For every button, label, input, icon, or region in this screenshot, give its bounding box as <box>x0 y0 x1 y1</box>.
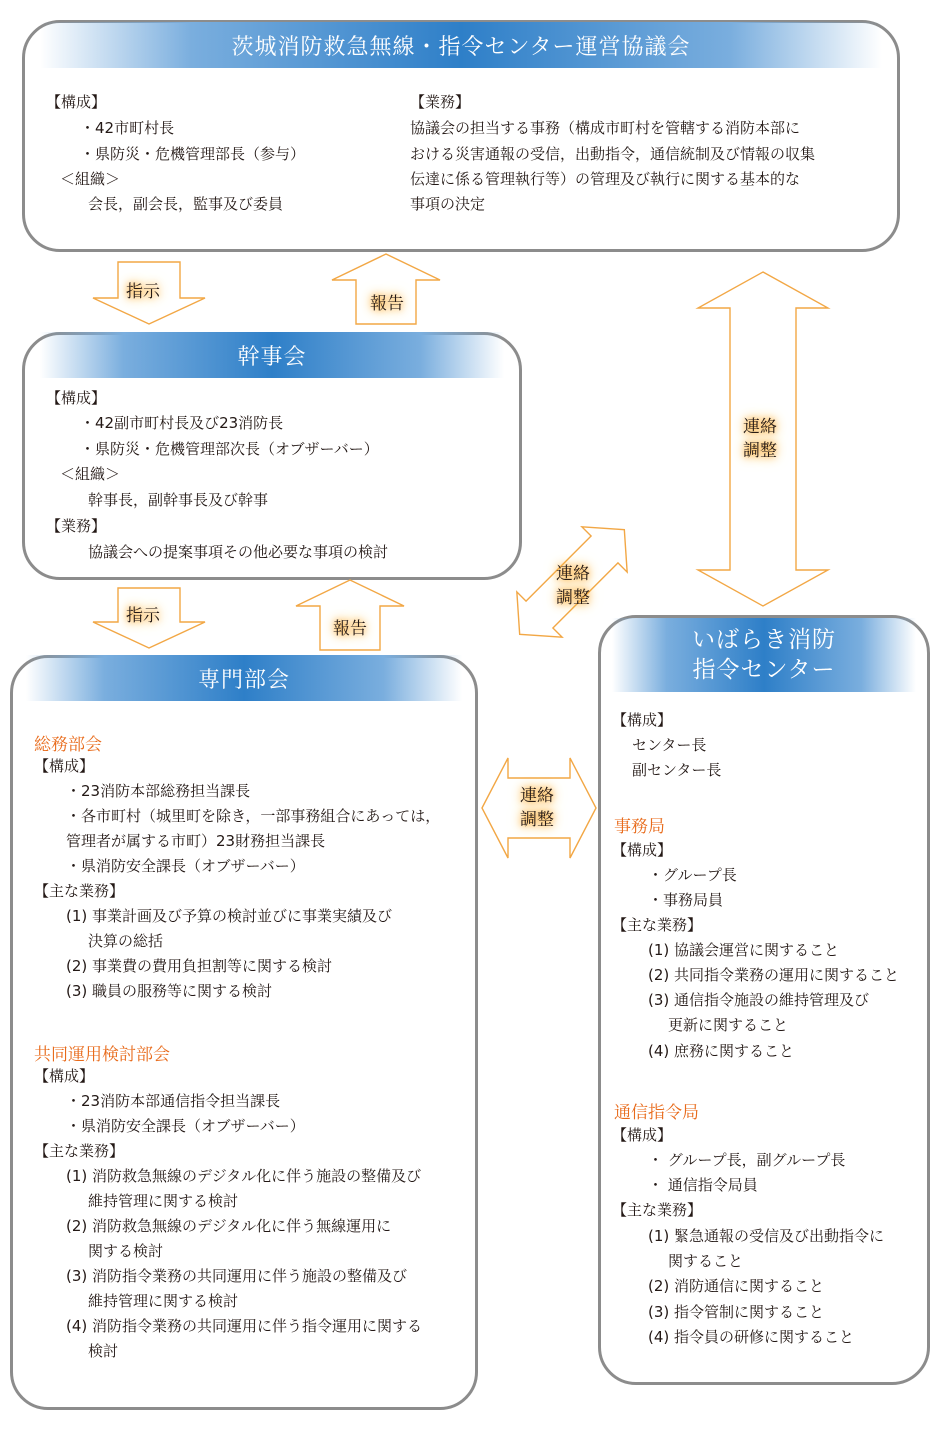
executive-line: ・県防災・危機管理部次長（オブザーバー） <box>80 440 379 458</box>
dispatch-line: 【構成】 <box>612 1126 673 1144</box>
center-line: 【構成】 <box>612 711 673 729</box>
executive-line: ＜組織＞ <box>60 465 121 483</box>
joint-line: (3) 消防指令業務の共同運用に伴う施設の整備及び <box>66 1267 408 1285</box>
joint-line: ・県消防安全課長（オブザーバー） <box>66 1117 305 1135</box>
general-line: 【構成】 <box>34 757 95 775</box>
joint-line: 関する検討 <box>88 1242 164 1260</box>
council-duties-line: 伝達に係る管理執行等）の管理及び執行に関する基本的な <box>410 170 801 188</box>
instruct-label-1: 指示 <box>126 282 160 302</box>
report-label-1: 報告 <box>370 294 404 314</box>
general-line: (1) 事業計画及び予算の検討並びに事業実績及び <box>66 907 393 925</box>
joint-line: 【構成】 <box>34 1067 95 1085</box>
secretariat-line: 【構成】 <box>612 841 673 859</box>
dispatch-line: 【主な業務】 <box>612 1201 703 1219</box>
dispatch-line: 関すること <box>668 1252 744 1270</box>
executive-line: 協議会への提案事項その他必要な事項の検討 <box>88 543 389 561</box>
coordination-label-line2: 調整 <box>556 588 590 608</box>
council-composition-heading: 【構成】 <box>46 93 107 111</box>
council-org-text: 会長，副会長，監事及び委員 <box>88 195 284 213</box>
secretariat-line: 更新に関すること <box>668 1016 789 1034</box>
council-duties-heading: 【業務】 <box>410 93 471 111</box>
secretariat-line: ・事務局員 <box>648 891 724 909</box>
secretariat-title: 事務局 <box>614 817 665 837</box>
instruct-label-2: 指示 <box>126 606 160 626</box>
joint-line: ・23消防本部通信指令担当課長 <box>66 1092 281 1110</box>
executive-line: 幹事長，副幹事長及び幹事 <box>88 491 269 509</box>
dispatch-line: ・ グループ長，副グループ長 <box>648 1151 846 1169</box>
coordination-label-line1: 連絡 <box>520 786 554 806</box>
expert-title: 専門部会 <box>26 655 462 701</box>
center-title-line1: いばらき消防 <box>692 627 836 653</box>
general-line: ・県消防安全課長（オブザーバー） <box>66 857 305 875</box>
council-title: 茨城消防救急無線・指令センター運営協議会 <box>40 22 882 68</box>
dispatch-line: (2) 消防通信に関すること <box>648 1277 825 1295</box>
council-org-heading: ＜組織＞ <box>60 170 121 188</box>
general-line: (3) 職員の服務等に関する検討 <box>66 982 273 1000</box>
secretariat-line: (2) 共同指令業務の運用に関すること <box>648 966 900 984</box>
general-line: (2) 事業費の費用負担割等に関する検討 <box>66 957 333 975</box>
joint-operation-subcommittee-title: 共同運用検討部会 <box>34 1045 170 1065</box>
joint-line: 維持管理に関する検討 <box>88 1292 239 1310</box>
general-line: 決算の総括 <box>88 932 164 950</box>
dispatch-line: (1) 緊急通報の受信及び出動指令に <box>648 1227 885 1245</box>
council-duties-line: おける災害通報の受信，出動指令，通信統制及び情報の収集 <box>410 145 816 163</box>
general-line: 管理者が属する市町）23財務担当課長 <box>66 832 326 850</box>
center-title-line2: 指令センター <box>692 657 836 683</box>
dispatch-line: ・ 通信指令局員 <box>648 1176 758 1194</box>
council-duties-line: 協議会の担当する事務（構成市町村を管轄する消防本部に <box>410 119 801 137</box>
secretariat-line: 【主な業務】 <box>612 916 703 934</box>
center-line: センター長 <box>632 736 707 754</box>
coordination-label-line2: 調整 <box>743 441 777 461</box>
council-duties-line: 事項の決定 <box>410 195 486 213</box>
coordination-label-line2: 調整 <box>520 810 554 830</box>
report-label-2: 報告 <box>333 619 367 639</box>
joint-line: (2) 消防救急無線のデジタル化に伴う無線運用に <box>66 1217 392 1235</box>
general-line: ・23消防本部総務担当課長 <box>66 782 251 800</box>
general-line: ・各市町村（城里町を除き，一部事務組合にあっては， <box>66 807 441 825</box>
council-composition-item: ・県防災・危機管理部長（参与） <box>80 145 306 163</box>
secretariat-line: (4) 庶務に関すること <box>648 1042 795 1060</box>
general-affairs-subcommittee-title: 総務部会 <box>34 735 102 755</box>
executive-line: 【構成】 <box>46 389 107 407</box>
executive-title: 幹事会 <box>40 332 504 378</box>
secretariat-line: (3) 通信指令施設の維持管理及び <box>648 991 870 1009</box>
joint-line: 【主な業務】 <box>34 1142 125 1160</box>
joint-line: 検討 <box>88 1342 119 1360</box>
dispatch-bureau-title: 通信指令局 <box>614 1103 699 1123</box>
dispatch-line: (3) 指令管制に関すること <box>648 1303 825 1321</box>
center-line: 副センター長 <box>632 761 722 779</box>
council-composition-item: ・42市町村長 <box>80 119 175 137</box>
coordination-label-line1: 連絡 <box>556 564 590 584</box>
joint-line: (4) 消防指令業務の共同運用に伴う指令運用に関する <box>66 1317 423 1335</box>
joint-line: 維持管理に関する検討 <box>88 1192 239 1210</box>
secretariat-line: ・グループ長 <box>648 866 737 884</box>
executive-line: ・42副市町村長及び23消防長 <box>80 414 284 432</box>
joint-line: (1) 消防救急無線のデジタル化に伴う施設の整備及び <box>66 1167 422 1185</box>
coordination-label-3 <box>520 784 554 832</box>
coordination-label-line1: 連絡 <box>743 417 777 437</box>
center-title <box>612 618 916 692</box>
secretariat-line: (1) 協議会運営に関すること <box>648 941 840 959</box>
general-line: 【主な業務】 <box>34 882 125 900</box>
executive-line: 【業務】 <box>46 517 107 535</box>
dispatch-line: (4) 指令員の研修に関すること <box>648 1328 855 1346</box>
